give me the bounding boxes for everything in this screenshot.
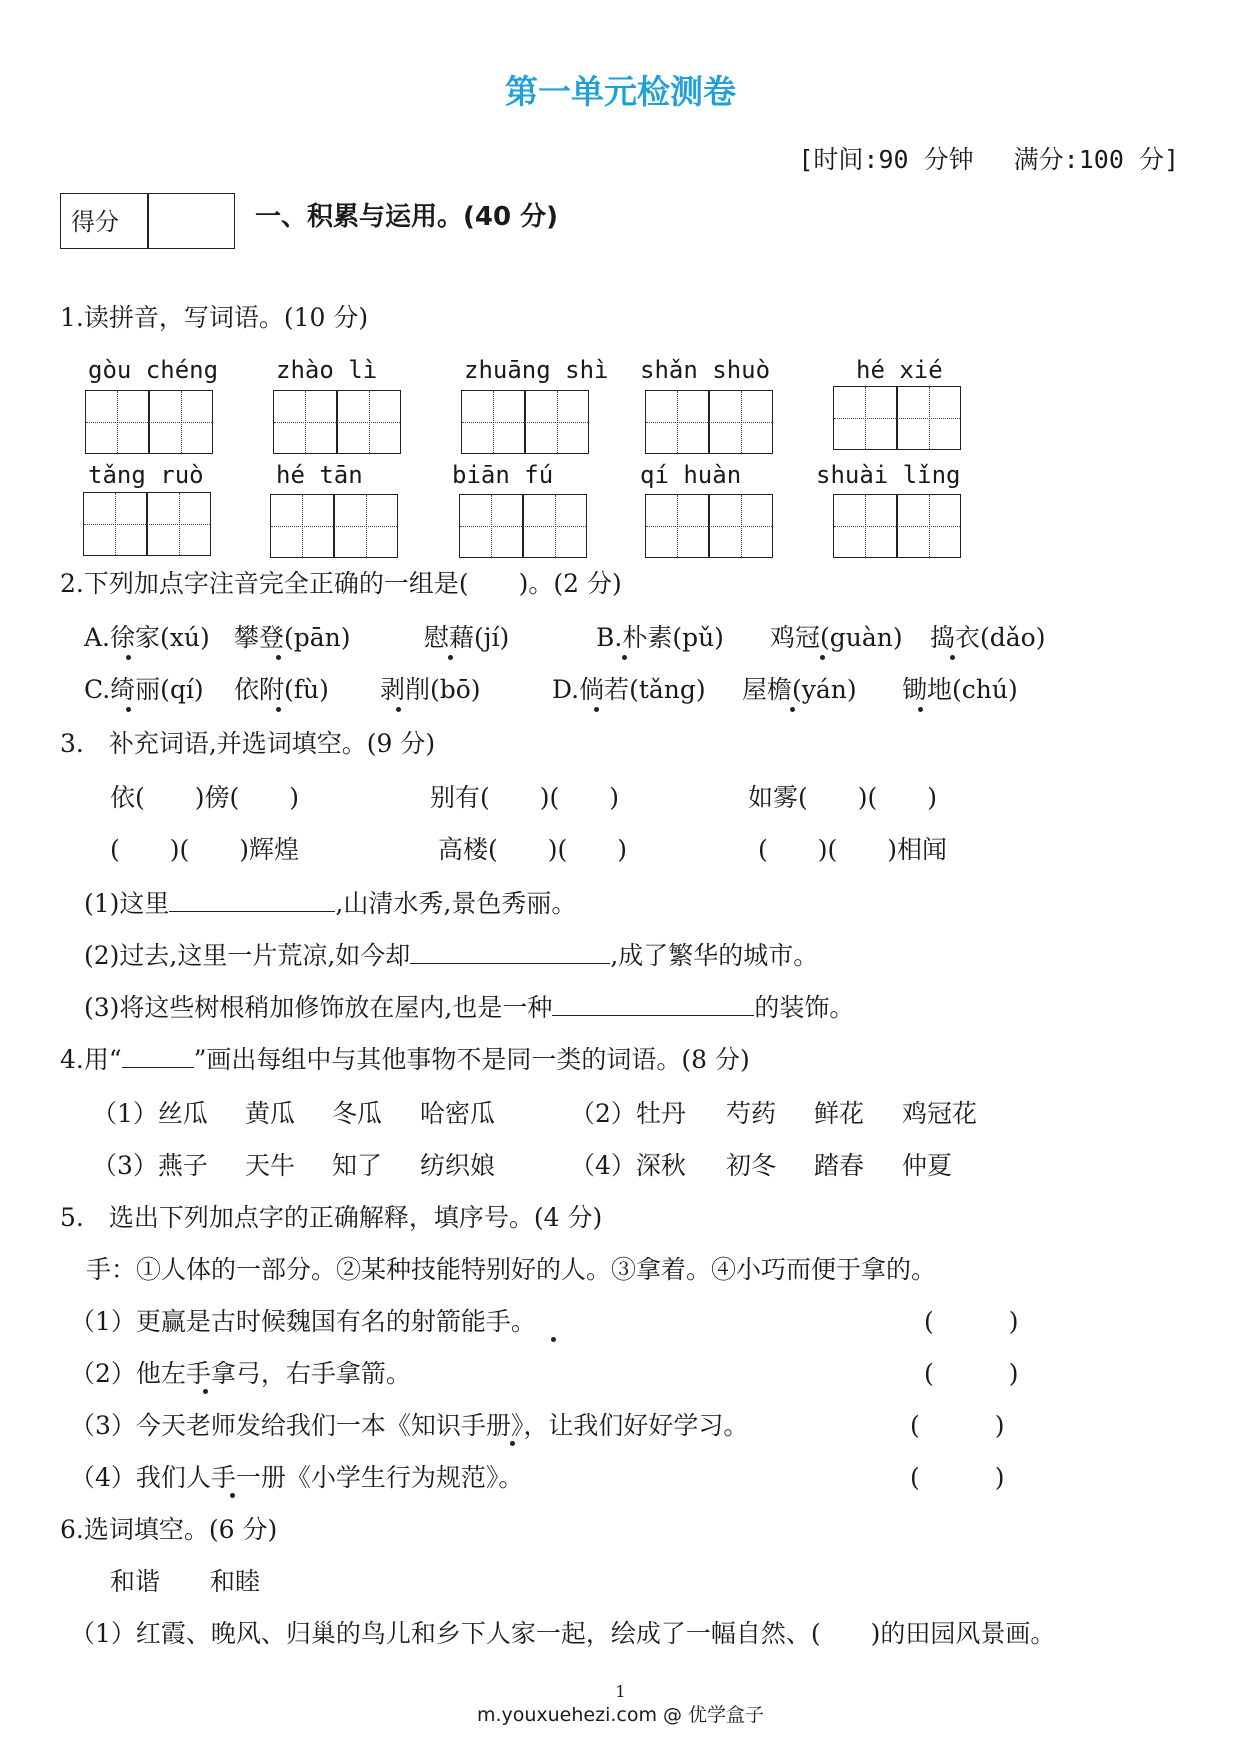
q2-option: C.绮丽(qí)	[84, 675, 204, 704]
q3-sentence	[84, 936, 818, 972]
sentence-text: ,山清水秀,景色秀丽。	[335, 889, 577, 918]
pinyin-label: hé tān	[276, 461, 363, 489]
sentence-text: ,成了繁华的城市。	[610, 941, 819, 970]
answer-paren[interactable]: ( )	[924, 1359, 1019, 1388]
emphasis-dot	[790, 707, 795, 712]
q2-stem: 2.下列加点字注音完全正确的一组是( )。(2 分)	[60, 569, 622, 598]
sentence-text: (3)将这些树根稍加修饰放在屋内,也是一种	[84, 993, 553, 1022]
pinyin-label: zhào lì	[276, 356, 378, 384]
q2-option: 慰藉(jí)	[424, 623, 510, 652]
q2-option: 攀登(pān)	[234, 623, 351, 652]
page-number: 1	[615, 1682, 626, 1701]
q4-word[interactable]: （1）丝瓜	[92, 1099, 208, 1128]
q4-word[interactable]: 鸡冠花	[902, 1099, 978, 1128]
pinyin-label: gòu chéng	[88, 356, 219, 384]
q4-word[interactable]: （4）深秋	[570, 1151, 686, 1180]
pinyin-label: shǎn shuò	[640, 356, 771, 384]
q3-stem: 3. 补充词语,并选词填空。(9 分)	[60, 729, 436, 758]
page-title: 第一单元检测卷	[505, 72, 736, 111]
emphasis-dot	[918, 707, 923, 712]
q6-word-options: 和谐 和睦	[110, 1567, 261, 1596]
q4-word[interactable]: 知了	[332, 1151, 383, 1180]
stem-text: 4.用“	[60, 1045, 122, 1074]
emphasis-dot	[510, 1441, 515, 1446]
q2-option: 捣衣(dǎo)	[930, 623, 1046, 652]
stem-text: ”画出每组中与其他事物不是同一类的词语。(8 分)	[193, 1045, 750, 1074]
exam-meta: [时间:90 分钟 满分:100 分]	[798, 145, 1179, 174]
sentence-text: (2)过去,这里一片荒凉,如今却	[84, 941, 411, 970]
writing-grid[interactable]	[645, 494, 773, 558]
q4-word[interactable]: 冬瓜	[332, 1099, 383, 1128]
answer-paren[interactable]: ( )	[910, 1463, 1005, 1492]
q2-option: 屋檐(yán)	[742, 675, 857, 704]
q2-option: A.徐家(xú)	[84, 623, 210, 652]
writing-grid[interactable]	[833, 386, 961, 450]
emphasis-dot	[950, 655, 955, 660]
pinyin-label: zhuāng shì	[464, 356, 609, 384]
q5-stem: 5. 选出下列加点字的正确解释，填序号。(4 分)	[60, 1203, 603, 1232]
emphasis-dot	[126, 655, 131, 660]
q2-option: 锄地(chú)	[902, 675, 1018, 704]
q6-sentence: （1）红霞、晚风、归巢的鸟儿和乡下人家一起，绘成了一幅自然、( )的田园风景画。	[70, 1619, 1056, 1648]
emphasis-dot	[448, 655, 453, 660]
q4-word[interactable]: 哈密瓜	[420, 1099, 496, 1128]
q2-option: 剥削(bō)	[380, 675, 481, 704]
underline-sample	[122, 1045, 194, 1068]
emphasis-dot	[551, 1337, 556, 1342]
q4-word[interactable]: 芍药	[726, 1099, 777, 1128]
answer-line[interactable]	[410, 941, 610, 964]
sentence-text: 的装饰。	[754, 993, 855, 1022]
q5-item: （1）更赢是古时候魏国有名的射箭能手。	[70, 1307, 536, 1336]
q3-sentence	[84, 884, 576, 920]
q2-option: 鸡冠(guàn)	[770, 623, 903, 652]
q3-blank-word[interactable]: 依( )傍( )	[110, 783, 300, 812]
answer-line[interactable]	[552, 993, 754, 1016]
q5-item: （3）今天老师发给我们一本《知识手册》，让我们好好学习。	[70, 1411, 749, 1440]
q3-blank-word[interactable]: 高楼( )( )	[438, 835, 628, 864]
writing-grid[interactable]	[645, 390, 773, 454]
emphasis-dot	[203, 1389, 208, 1394]
q4-word[interactable]: 仲夏	[902, 1151, 953, 1180]
emphasis-dot	[276, 707, 281, 712]
answer-paren[interactable]: ( )	[924, 1307, 1019, 1336]
q4-word[interactable]: 纺织娘	[420, 1151, 496, 1180]
q5-item: （4）我们人手一册《小学生行为规范》。	[70, 1463, 524, 1492]
emphasis-dot	[276, 655, 281, 660]
q4-word[interactable]: 鲜花	[814, 1099, 865, 1128]
answer-paren[interactable]: ( )	[910, 1411, 1005, 1440]
q4-word[interactable]: 天牛	[245, 1151, 296, 1180]
pinyin-label: biān fú	[452, 461, 554, 489]
q3-blank-word[interactable]: ( )( )辉煌	[110, 835, 300, 864]
q4-word[interactable]: 初冬	[726, 1151, 777, 1180]
pinyin-label: tǎng ruò	[88, 461, 204, 489]
q4-word[interactable]: （2）牡丹	[570, 1099, 686, 1128]
q5-item: （2）他左手拿弓，右手拿箭。	[70, 1359, 411, 1388]
writing-grid[interactable]	[833, 494, 961, 558]
score-divider	[147, 194, 149, 248]
emphasis-dot	[594, 707, 599, 712]
q4-word[interactable]: 踏春	[814, 1151, 865, 1180]
q5-definition: 手：①人体的一部分。②某种技能特别好的人。③拿着。④小巧而便于拿的。	[86, 1255, 937, 1284]
section-heading: 一、积累与运用。(40 分)	[255, 202, 558, 232]
answer-line[interactable]	[169, 889, 335, 912]
pinyin-label: shuài lǐng	[816, 461, 961, 489]
sentence-text: (1)这里	[84, 889, 170, 918]
q6-stem: 6.选词填空。(6 分)	[60, 1515, 278, 1544]
emphasis-dot	[820, 655, 825, 660]
writing-grid[interactable]	[85, 390, 213, 454]
writing-grid[interactable]	[83, 492, 211, 556]
score-label: 得分	[71, 208, 119, 236]
q3-sentence	[84, 988, 854, 1024]
q4-stem	[60, 1040, 750, 1076]
pinyin-label: qí huàn	[640, 461, 742, 489]
q4-word[interactable]: （3）燕子	[92, 1151, 208, 1180]
writing-grid[interactable]	[461, 390, 589, 454]
emphasis-dot	[230, 1493, 235, 1498]
emphasis-dot	[126, 707, 131, 712]
footer-watermark: m.youxuehezi.com @ 优学盒子	[476, 1704, 765, 1726]
q2-option: 依附(fù)	[234, 675, 329, 704]
q4-word[interactable]: 黄瓜	[245, 1099, 296, 1128]
q1-stem: 1.读拼音，写词语。(10 分)	[60, 303, 369, 332]
q3-blank-word[interactable]: 如雾( )( )	[748, 783, 938, 812]
q2-option: B.朴素(pǔ)	[596, 623, 724, 652]
writing-grid[interactable]	[459, 494, 587, 558]
emphasis-dot	[622, 655, 627, 660]
writing-grid[interactable]	[273, 390, 401, 454]
emphasis-dot	[396, 707, 401, 712]
q3-blank-word[interactable]: ( )( )相闻	[758, 835, 948, 864]
pinyin-label: hé xié	[856, 356, 943, 384]
q2-option: D.倘若(tǎng)	[552, 675, 706, 704]
writing-grid[interactable]	[270, 494, 398, 558]
score-box	[60, 193, 235, 249]
q3-blank-word[interactable]: 别有( )( )	[430, 783, 620, 812]
